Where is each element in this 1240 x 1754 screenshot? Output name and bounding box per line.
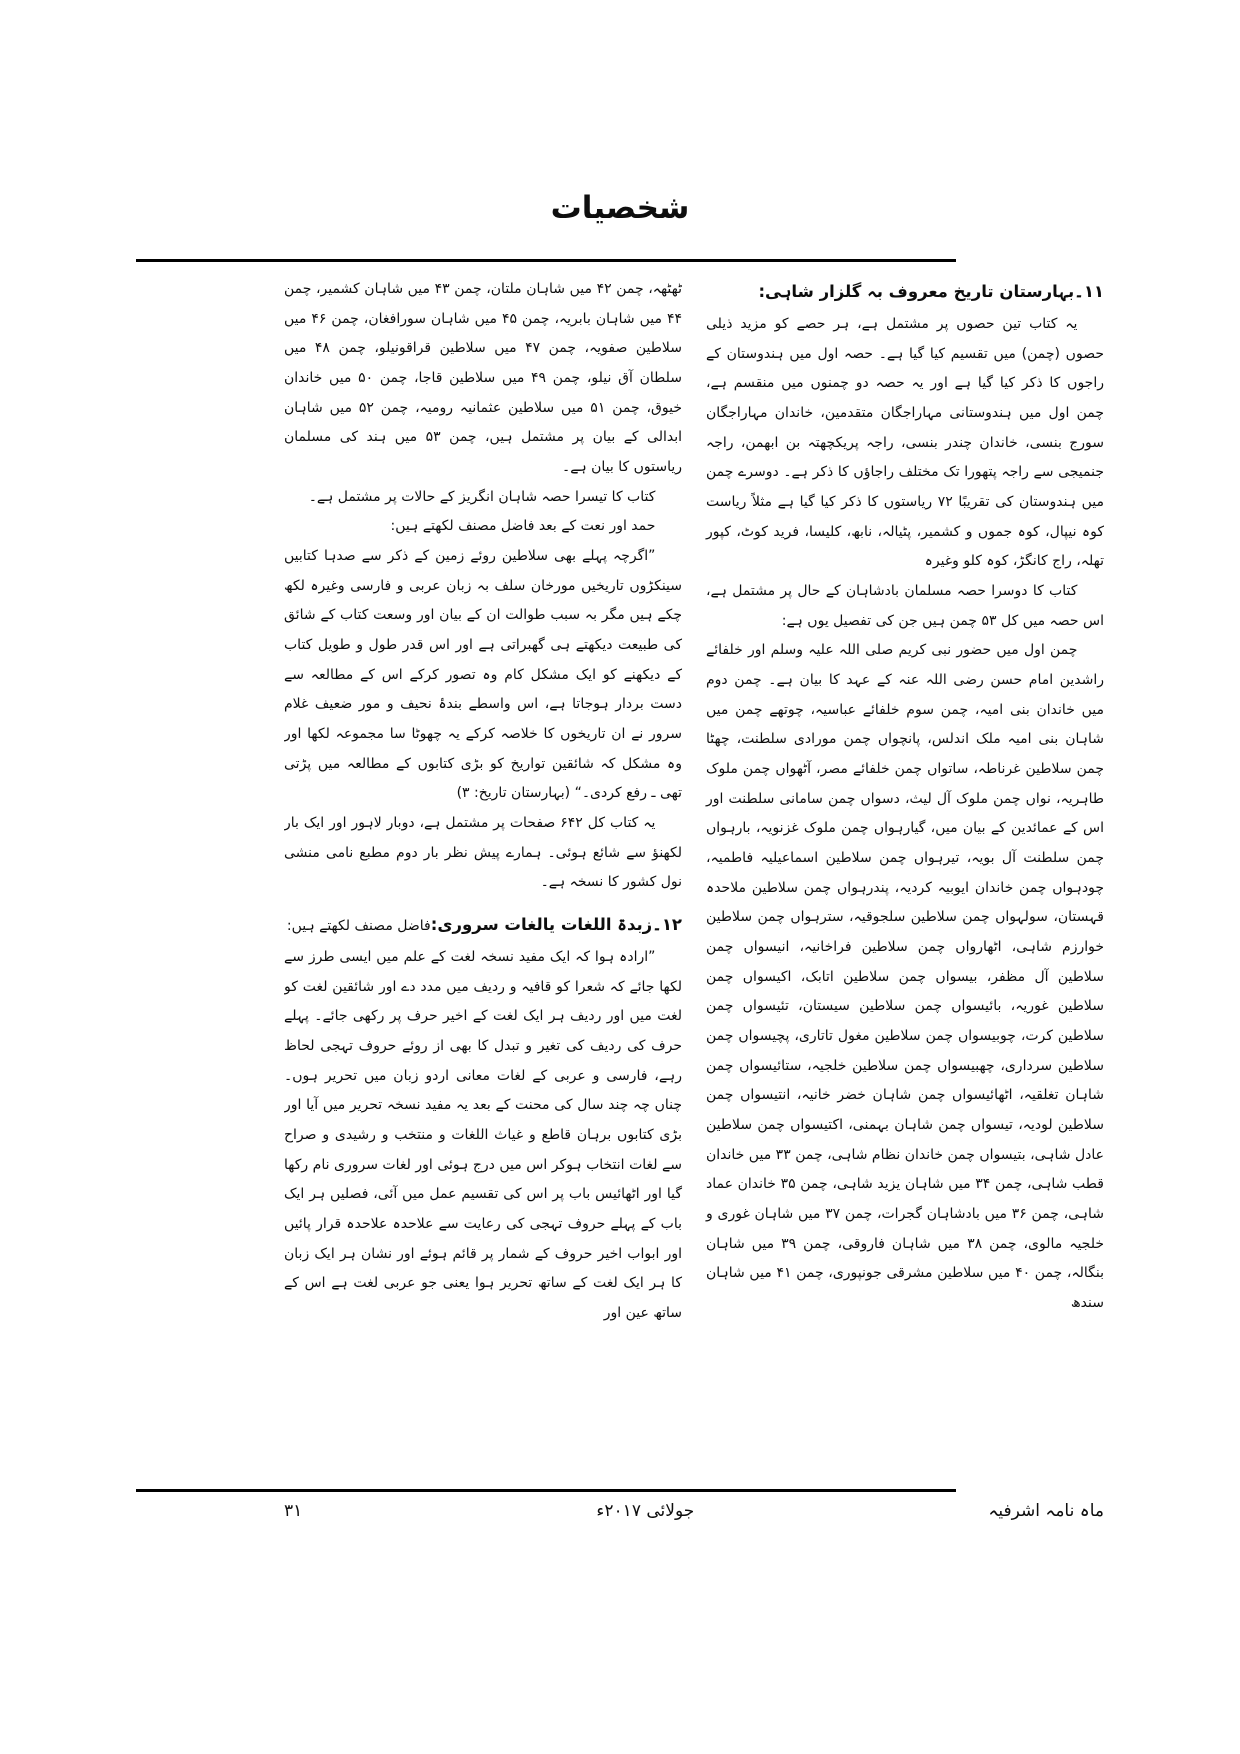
paragraph: یہ کتاب کل ۶۴۲ صفحات پر مشتمل ہے، دوبار لاہور اور ایک بار لکھنؤ سے شائع ہوئی۔ ہمارے پیش نظر بار دوم مطبع نامی منشی نول کشور کا نسخہ ہے۔ [284, 815, 682, 891]
section-12-heading [284, 908, 682, 943]
paragraph: کتاب کا تیسرا حصہ شاہان انگریز کے حالات پر مشتمل ہے۔ [308, 488, 656, 505]
footer [284, 1500, 1104, 1521]
column-right [706, 275, 1104, 1480]
section-11-heading: ۱۱۔بہارستان تاریخ معروف بہ گلزار شاہی: [758, 282, 1104, 301]
text-columns [284, 275, 1104, 1480]
footer-rule [136, 1489, 956, 1492]
section-12-heading-title: ۱۲۔زبدۃ اللغات یالغات سروری: [430, 915, 682, 935]
page-title: شخصیات [550, 190, 690, 226]
paragraph: چمن اول میں حضور نبی کریم صلی اللہ علیہ وسلم اور خلفائے راشدین امام حسن رضی اللہ عنہ کے عہد کا بیان ہے۔ چمن دوم میں خاندان بنی امیہ، چمن سوم خلفائے عباسیہ، چوتھے چمن میں شاہان بنی امیہ ملک اندلس، پانچواں چمن مورادی سلطنت، چھٹا چمن سلاطین غرناطہ، ساتواں چمن خلفائے مصر، آٹھواں چمن ملوک طاہریہ، نواں چمن ملوک آل لیث، دسواں چمن سامانی سلطنت اور اس کے عمائدین کے بیان میں، گیارہواں چمن ملوک غزنویہ، بارہواں چمن سلطنت آل بویہ، تیرہواں چمن سلاطین اسماعیلیہ فاطمیہ، چودہواں چمن خاندان ایوبیہ کردیہ، پندرہواں چمن سلاطین ملاحدہ قہستان، سولہواں چمن سلاطین سلجوقیہ، سترہواں چمن سلاطین خوارزم شاہی، اٹھارواں چمن سلاطین فراخانیہ، انیسواں چمن سلاطین آل مظفر، بیسواں چمن سلاطین اتابک، اکیسواں چمن سلاطین غوریہ، بائیسواں چمن سلاطین سیستان، تئیسواں چمن سلاطین کرت، چوبیسواں چمن سلاطین مغول تاتاری، پچیسواں چمن سلاطین سرداری، چھبیسواں چمن سلاطین خلجیہ، ستائیسواں چمن شاہان تغلقیہ، اٹھائیسواں چمن شاہان خضر خانیہ، انتیسواں چمن سلاطین لودیہ، تیسواں چمن شاہان بہمنی، اکتیسواں چمن سلاطین عادل شاہی، بتیسواں چمن خاندان نظام شاہی، چمن ۳۳ میں خاندان قطب شاہی، چمن ۳۴ میں شاہان یزید شاہی، چمن ۳۵ خاندان عماد شاہی، چمن ۳۶ میں بادشاہان گجرات، چمن ۳۷ میں شاہان غوری و خلجیہ مالوی، چمن ۳۸ میں شاہان فاروقی، چمن ۳۹ میں شاہان بنگالہ، چمن ۴۰ میں سلاطین مشرقی جونپوری، چمن ۴۱ میں شاہان سندھ [706, 642, 1104, 1312]
paragraph: حمد اور نعت کے بعد فاضل مصنف لکھتے ہیں: [390, 518, 656, 535]
issue-date: جولائی ۲۰۱۷ء [596, 1501, 695, 1521]
magazine-name: ماہ نامہ اشرفیہ [988, 1501, 1104, 1521]
quoted-paragraph: ”اگرچہ پہلے بھی سلاطین روئے زمین کے ذکر سے صدہا کتابیں سینکڑوں تاریخیں مورخان سلف بہ زبان عربی و فارسی وغیرہ لکھ چکے ہیں مگر بہ سبب طوالت ان کے بیان اور وسعت کتاب کے شائق کی طبیعت دیکھتے ہی گھبراتی ہے اور اس قدر طول و طویل کتاب کے دیکھنے کو ایک مشکل کام وہ تصور کرکے اس کے مطالعہ سے دست بردار ہوجاتا ہے، اس واسطے بندۂ نحیف و مور ضعیف غلام سرور نے ان تاریخوں کا خلاصہ کرکے یہ چھوٹا سا مجموعہ لکھا اور وہ مشکل کہ شائقین تواریخ کو بڑی کتابوں کے مطالعہ میں پڑتی تھی ـ رفع کردی۔“ (بہارستان تاریخ: ۳) [284, 548, 682, 802]
quoted-paragraph: ”ارادہ ہوا کہ ایک مفید نسخہ لغت کے علم میں ایسی طرز سے لکھا جائے کہ شعرا کو قافیہ و ردیف میں مدد دے اور شائقین لغت کو لغت میں اور ردیف ہر ایک لغت کے اخیر حرف پر رکھی جائے۔ پہلے حرف کی ردیف کی تغیر و تبدل کا بھی از روئے حروف تہجی لحاظ رہے، فارسی و عربی کے لغات معانی اردو زبان میں تحریر ہوں۔ چناں چہ چند سال کی محنت کے بعد یہ مفید نسخہ تحریر میں آیا اور بڑی کتابوں برہان قاطع و غیاث اللغات و منتخب و رشیدی و صراح سے لغات انتخاب ہوکر اس میں درج ہوئی اور لغات سروری نام رکھا گیا اور اٹھائیس باب پر اس کی تقسیم عمل میں آئی، فصلیں ہر ایک باب کے پہلے حروف تہجی کی رعایت سے علاحدہ علاحدہ قرار پائیں اور ابواب اخیر حروف کے شمار پر قائم ہوئے اور نشان ہر ایک زبان کا ہر ایک لغت کے ساتھ تحریر ہوا یعنی جو عربی لغت ہے اس کے ساتھ عین اور [284, 949, 682, 1322]
paragraph: ٹھٹھہ، چمن ۴۲ میں شاہان ملتان، چمن ۴۳ میں شاہان کشمیر، چمن ۴۴ میں شاہان بابریہ، چمن ۴۵ میں شاہان سورافغان، چمن ۴۶ میں سلاطین صفویہ، چمن ۴۷ میں سلاطین قراقونیلو، چمن ۴۸ میں سلطان آق نیلو، چمن ۴۹ میں سلاطین قاجا، چمن ۵۰ میں خاندان خیوق، چمن ۵۱ میں سلاطین عثمانیہ رومیہ، چمن ۵۲ میں شاہان ابدالی کے بیان پر مشتمل ہیں، چمن ۵۳ میں ہند کی مسلمان ریاستوں کا بیان ہے۔ [284, 281, 683, 476]
paragraph: کتاب کا دوسرا حصہ مسلمان بادشاہان کے حال پر مشتمل ہے، اس حصہ میں کل ۵۳ چمن ہیں جن کی تفصیل یوں ہے: [706, 583, 1104, 629]
paragraph: یہ کتاب تین حصوں پر مشتمل ہے، ہر حصے کو مزید ذیلی حصوں (چمن) میں تقسیم کیا گیا ہے۔ حصہ اول میں ہندوستان کے راجوں کا ذکر کیا گیا ہے اور یہ حصہ دو چمنوں میں منقسم ہے، چمن اول میں ہندوستانی مہاراجگان متقدمین، خاندان مہاراجگان سورج بنسی، خاندان چندر بنسی، راجہ پریکچھتہ بن ابھمن، راجہ جنمیجی سے راجہ پتھورا تک مختلف راجاؤں کا ذکر ہے۔ دوسرے چمن میں ہندوستان کی تقریبًا ۷۲ ریاستوں کا ذکر کیا گیا ہے مثلاً ریاست کوہ نیپال، کوہ جموں و کشمیر، پٹیالہ، نابھ، کلیسا، فرید کوٹ، کپور تھلہ، راج کانگڑ، کوہ کلو وغیرہ [706, 315, 1104, 570]
header-rule [136, 259, 956, 262]
section-12-heading-lead: فاضل مصنف لکھتے ہیں: [286, 918, 431, 935]
column-left [284, 275, 682, 1480]
page-number: ۳۱ [284, 1501, 303, 1521]
